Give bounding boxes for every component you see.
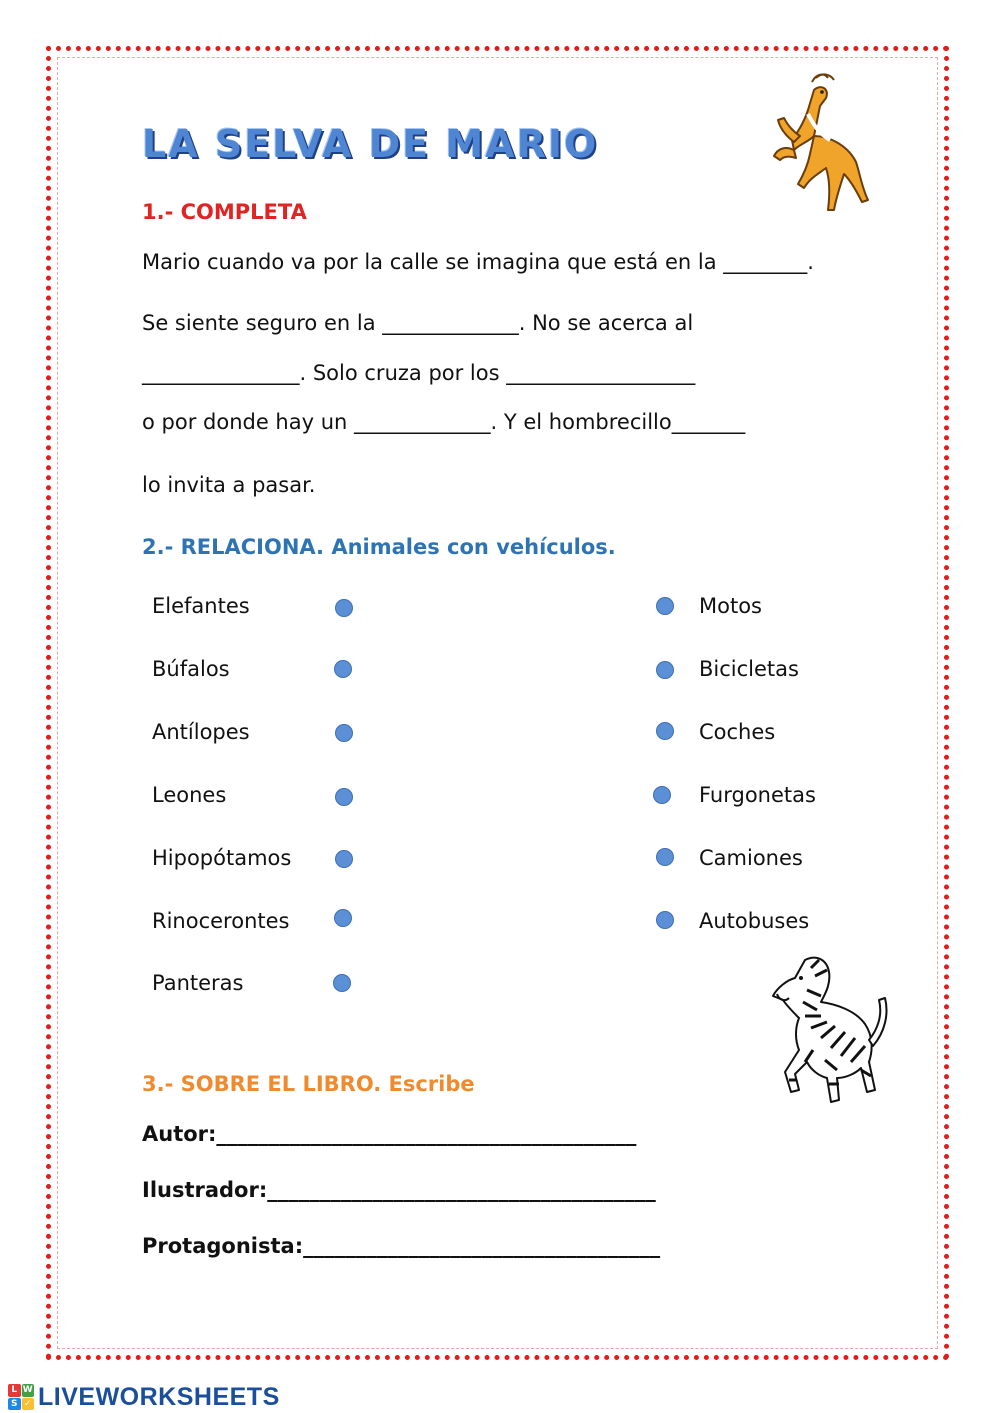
animal-match-dot[interactable]	[334, 909, 352, 927]
animal-match-dot[interactable]	[334, 660, 352, 678]
logo-text: LIVEWORKSHEETS	[38, 1382, 280, 1411]
vehicle-label: Autobuses	[699, 909, 810, 933]
antelope-icon	[764, 70, 884, 220]
sentence-line-3: _______________. Solo cruza por los __________________	[142, 361, 696, 385]
animal-match-dot[interactable]	[335, 788, 353, 806]
zebra-icon	[765, 950, 900, 1120]
vehicle-label: Furgonetas	[699, 783, 816, 807]
sentence-line-1: Mario cuando va por la calle se imagina que está en la ________.	[142, 250, 814, 274]
vehicle-match-dot[interactable]	[656, 597, 674, 615]
animal-match-dot[interactable]	[335, 850, 353, 868]
liveworksheets-logo	[8, 1382, 280, 1412]
animal-label: Panteras	[152, 971, 244, 995]
logo-mark-icon: L W S ✓	[8, 1384, 34, 1410]
animal-label: Leones	[152, 783, 227, 807]
vehicle-label: Camiones	[699, 846, 803, 870]
vehicle-match-dot[interactable]	[653, 786, 671, 804]
vehicle-label: Coches	[699, 720, 776, 744]
animal-label: Antílopes	[152, 720, 250, 744]
animal-label: Rinocerontes	[152, 909, 290, 933]
sentence-line-4: o por donde hay un _____________. Y el hombrecillo_______	[142, 410, 746, 434]
animal-match-dot[interactable]	[335, 599, 353, 617]
animal-label: Búfalos	[152, 657, 230, 681]
vehicle-match-dot[interactable]	[656, 661, 674, 679]
animal-label: Elefantes	[152, 594, 250, 618]
dotted-page-border	[46, 46, 949, 1360]
vehicle-match-dot[interactable]	[656, 722, 674, 740]
animal-label: Hipopótamos	[152, 846, 292, 870]
animal-match-dot[interactable]	[333, 974, 351, 992]
author-field[interactable]: Autor:________________________________________	[142, 1122, 637, 1146]
vehicle-label: Motos	[699, 594, 762, 618]
section2-heading: 2.- RELACIONA. Animales con vehículos.	[142, 535, 616, 559]
sentence-line-5: lo invita a pasar.	[142, 473, 316, 497]
section3-heading: 3.- SOBRE EL LIBRO. Escribe	[142, 1072, 475, 1096]
vehicle-match-dot[interactable]	[656, 848, 674, 866]
animal-match-dot[interactable]	[335, 724, 353, 742]
vehicle-match-dot[interactable]	[656, 911, 674, 929]
sentence-line-2: Se siente seguro en la _____________. No se acerca al	[142, 311, 694, 335]
vehicle-label: Bicicletas	[699, 657, 799, 681]
page-title: LA SELVA DE MARIO	[142, 122, 599, 166]
protagonist-field[interactable]: Protagonista:__________________________________	[142, 1234, 661, 1258]
section1-heading: 1.- COMPLETA	[142, 200, 307, 224]
illustrator-field[interactable]: Ilustrador:_____________________________________	[142, 1178, 656, 1202]
